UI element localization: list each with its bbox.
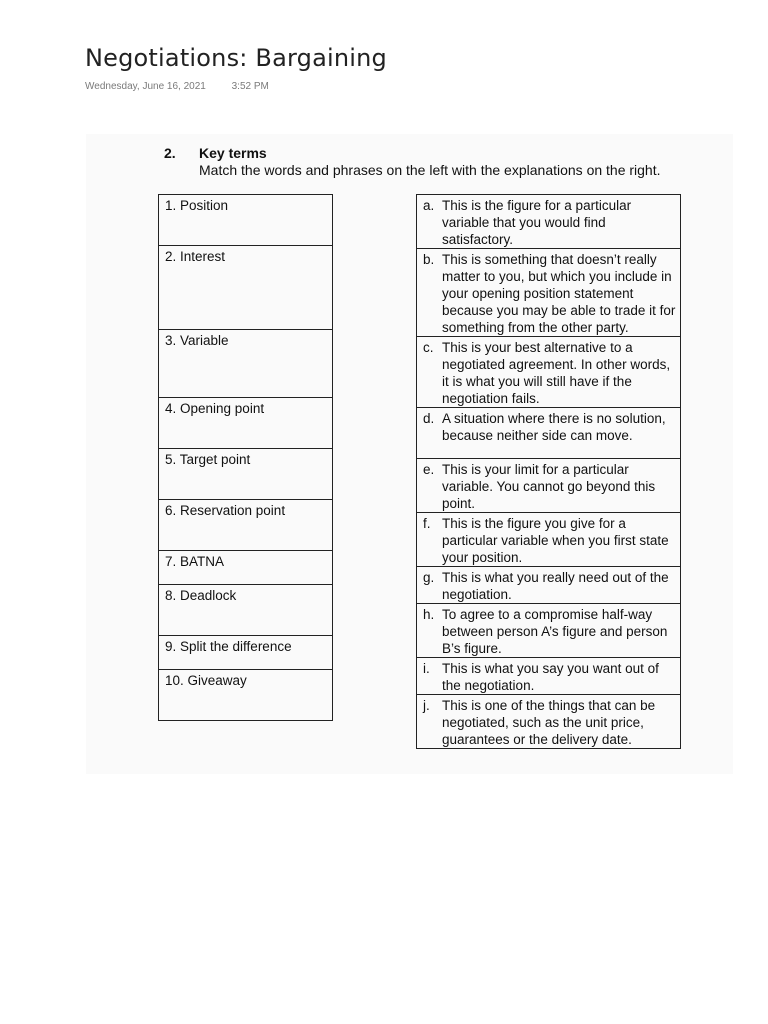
term-row — [159, 636, 333, 670]
definition-letter: i. — [423, 661, 430, 676]
term-row — [159, 585, 333, 636]
term-row — [159, 398, 333, 449]
section-instruction: Match the words and phrases on the left with the explanations on the right. — [199, 162, 661, 178]
definition-row — [417, 249, 681, 337]
definition-row — [417, 567, 681, 604]
definition-letter: f. — [423, 516, 431, 531]
page-timestamp — [85, 81, 269, 92]
term-label: 8. Deadlock — [165, 588, 237, 603]
term-row — [159, 500, 333, 551]
definition-row — [417, 604, 681, 658]
definition-text: This is your best alternative to a negotiated agreement. In other words, it is what you will still have if the negotiation fails. — [442, 340, 671, 406]
definition-letter: b. — [423, 252, 435, 267]
term-cell — [159, 195, 333, 246]
definition-text: To agree to a compromise half-way between person A’s figure and person B’s figure. — [442, 607, 668, 656]
term-row — [159, 246, 333, 330]
definition-letter: a. — [423, 198, 435, 213]
terms-table — [158, 194, 333, 721]
term-label: 3. Variable — [165, 333, 229, 348]
definition-text: This is the figure for a particular variable that you would find satisfactory. — [442, 198, 632, 247]
definition-text: This is the figure you give for a particular variable when you first state your position. — [442, 516, 669, 565]
page-title: Negotiations: Bargaining — [85, 44, 387, 72]
definitions-table — [416, 194, 681, 749]
term-cell — [159, 500, 333, 551]
definition-text: This is what you say you want out of the negotiation. — [442, 661, 659, 693]
definition-letter: g. — [423, 570, 435, 585]
term-label: 7. BATNA — [165, 554, 225, 569]
term-cell — [159, 398, 333, 449]
term-cell — [159, 551, 333, 585]
term-row — [159, 670, 333, 721]
term-row — [159, 449, 333, 500]
definition-letter: d. — [423, 411, 435, 426]
term-label: 10. Giveaway — [165, 673, 247, 688]
definition-text: This is something that doesn’t really matter to you, but which you include in your opening position statement because you may be able to trade it for something from the other party. — [442, 252, 676, 335]
definition-row — [417, 337, 681, 408]
definition-text: This is what you really need out of the negotiation. — [442, 570, 669, 602]
term-label: 1. Position — [165, 198, 229, 213]
definition-letter: j. — [423, 698, 430, 713]
term-label: 9. Split the difference — [165, 639, 292, 654]
definition-cell — [417, 408, 681, 459]
definition-cell — [417, 337, 681, 408]
page-time: 3:52 PM — [231, 81, 269, 92]
term-label: 5. Target point — [165, 452, 251, 467]
definition-cell — [417, 567, 681, 604]
definition-letter: c. — [423, 340, 434, 355]
definition-cell — [417, 459, 681, 513]
definition-letter: h. — [423, 607, 435, 622]
page-date: Wednesday, June 16, 2021 — [85, 81, 206, 92]
definition-row — [417, 695, 681, 749]
term-cell — [159, 585, 333, 636]
definition-letter: e. — [423, 462, 435, 477]
definition-row — [417, 408, 681, 459]
term-row — [159, 551, 333, 585]
definition-row — [417, 658, 681, 695]
term-label: 4. Opening point — [165, 401, 265, 416]
definition-cell — [417, 658, 681, 695]
definition-cell — [417, 695, 681, 749]
section-title: Key terms — [199, 145, 267, 161]
term-cell — [159, 636, 333, 670]
term-label: 6. Reservation point — [165, 503, 286, 518]
definition-cell — [417, 513, 681, 567]
section-number: 2. — [164, 145, 176, 161]
definition-text: This is one of the things that can be negotiated, such as the unit price, guarantees or the delivery date. — [442, 698, 656, 747]
term-label: 2. Interest — [165, 249, 226, 264]
term-row — [159, 330, 333, 398]
term-cell — [159, 246, 333, 330]
definition-cell — [417, 604, 681, 658]
definition-text: A situation where there is no solution, because neither side can move. — [442, 411, 666, 443]
term-row — [159, 195, 333, 246]
definition-cell — [417, 249, 681, 337]
term-cell — [159, 670, 333, 721]
term-cell — [159, 449, 333, 500]
term-cell — [159, 330, 333, 398]
definition-cell — [417, 195, 681, 249]
definition-row — [417, 513, 681, 567]
definition-text: This is your limit for a particular variable. You cannot go beyond this point. — [442, 462, 656, 511]
definition-row — [417, 195, 681, 249]
definition-row — [417, 459, 681, 513]
